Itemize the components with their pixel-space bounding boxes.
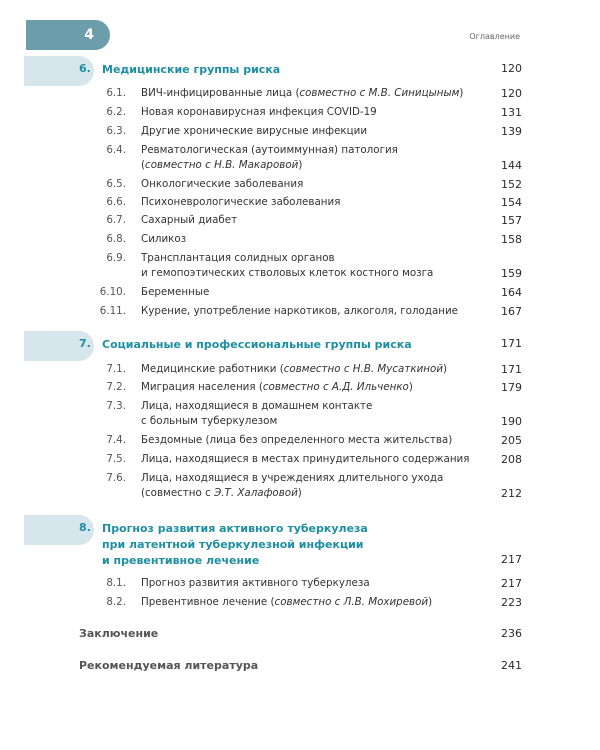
section-title: Лица, находящиеся в местах принудительного содержания — [141, 453, 470, 465]
section-number: 7.3. — [106, 400, 126, 412]
section-title: Превентивное лечение (совместно с Л.В. Мохиревой) — [141, 596, 433, 608]
section-page: 179 — [501, 381, 522, 394]
chapter-number: 7. — [79, 337, 91, 350]
section-title: Курение, употребление наркотиков, алкоголя, голодание — [141, 305, 459, 317]
chapter-number: 8. — [79, 521, 91, 534]
section-page: 208 — [501, 453, 522, 466]
section-page: 158 — [501, 233, 522, 246]
section-number: 7.5. — [106, 453, 126, 465]
section-number: 8.1. — [106, 577, 126, 589]
chapter-7-heading[interactable] — [24, 331, 522, 361]
section-number: 6.5. — [106, 178, 126, 190]
chapter-title: Медицинские группы риска — [102, 63, 281, 76]
section-page: 212 — [501, 487, 522, 500]
section-number: 6.1. — [106, 87, 126, 99]
chapter-page: 120 — [501, 62, 522, 75]
section-number: 6.6. — [106, 196, 126, 208]
section-number: 7.1. — [106, 363, 126, 375]
section-title: Лица, находящиеся в учреждениях длительного ухода (совместно с Э.Т. Халафовой) — [141, 472, 444, 499]
section-title: ВИЧ-инфицированные лица (совместно с М.В. Синицыным) — [141, 87, 464, 99]
section-page: 131 — [501, 106, 522, 119]
tail-page: 236 — [501, 627, 522, 640]
section-page: 223 — [501, 596, 522, 609]
section-page: 217 — [501, 577, 522, 590]
section-number: 6.11. — [99, 305, 126, 317]
section-page: 159 — [501, 267, 522, 280]
section-page: 144 — [501, 159, 522, 172]
section-number: 8.2. — [106, 596, 126, 608]
section-page: 139 — [501, 125, 522, 138]
section-page: 157 — [501, 214, 522, 227]
section-title: Миграция населения (совместно с А.Д. Ильченко) — [141, 381, 413, 393]
page-number: 4 — [84, 27, 94, 43]
section-number: 6.4. — [106, 144, 126, 156]
section-number: 6.10. — [99, 286, 126, 298]
section-title: Сахарный диабет — [141, 214, 238, 226]
section-page: 152 — [501, 178, 522, 191]
section-number: 6.2. — [106, 106, 126, 118]
chapter-8-heading[interactable] — [24, 515, 522, 569]
toc-entry[interactable] — [24, 143, 522, 173]
section-number: 6.8. — [106, 233, 126, 245]
section-page: 190 — [501, 415, 522, 428]
chapter-6-heading[interactable] — [24, 56, 522, 86]
toc-entry[interactable] — [24, 251, 522, 281]
chapter-page: 217 — [501, 553, 522, 566]
section-title: Лица, находящиеся в домашнем контакте с больным туберкулезом — [141, 400, 373, 427]
section-page: 154 — [501, 196, 522, 209]
section-title: Новая коронавирусная инфекция COVID-19 — [141, 106, 377, 118]
section-title: Медицинские работники (совместно с Н.В. Мусаткиной) — [141, 363, 448, 375]
section-number: 6.9. — [106, 252, 126, 264]
chapter-title: Социальные и профессиональные группы риска — [102, 338, 412, 351]
section-number: 7.2. — [106, 381, 126, 393]
section-title: Трансплантация солидных органов и гемопоэтических стволовых клеток костного мозга — [141, 252, 434, 279]
section-page: 171 — [501, 363, 522, 376]
section-title: Онкологические заболевания — [141, 178, 304, 190]
section-title: Психоневрологические заболевания — [141, 196, 341, 208]
toc-entry[interactable] — [24, 399, 522, 429]
section-title: Другие хронические вирусные инфекции — [141, 125, 368, 137]
tail-title: Заключение — [79, 627, 159, 640]
chapter-title: Прогноз развития активного туберкулеза при латентной туберкулезной инфекции и превентивное лечение — [102, 522, 368, 567]
section-page: 120 — [501, 87, 522, 100]
section-number: 7.6. — [106, 472, 126, 484]
section-number: 7.4. — [106, 434, 126, 446]
section-page: 205 — [501, 434, 522, 447]
toc-entry[interactable] — [24, 471, 522, 501]
section-title: Силикоз — [141, 233, 187, 245]
section-page: 164 — [501, 286, 522, 299]
section-title: Ревматологическая (аутоиммунная) патология (совместно с Н.В. Макаровой) — [141, 144, 398, 171]
tail-page: 241 — [501, 659, 522, 672]
section-title: Бездомные (лица без определенного места жительства) — [141, 434, 453, 446]
section-number: 6.3. — [106, 125, 126, 137]
section-page: 167 — [501, 305, 522, 318]
chapter-number: 6. — [79, 62, 91, 75]
running-title: Оглавление — [469, 32, 520, 41]
section-title: Беременные — [141, 286, 210, 298]
section-title: Прогноз развития активного туберкулеза — [141, 577, 370, 589]
tail-title: Рекомендуемая литература — [79, 659, 259, 672]
section-number: 6.7. — [106, 214, 126, 226]
chapter-page: 171 — [501, 337, 522, 350]
